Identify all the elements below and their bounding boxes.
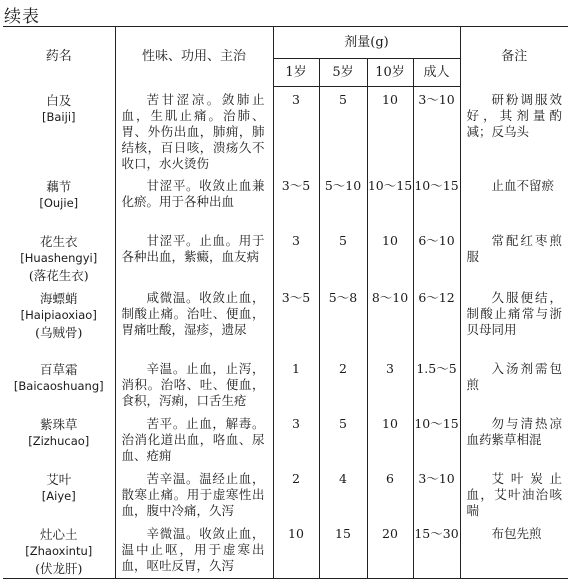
function-cell: 甘涩平。止血。用于各种出血，紫癜，血友病 (115, 228, 273, 285)
dose-adult: 10～15 (413, 173, 460, 228)
table-row (3, 87, 568, 173)
dose-5y: 15 (319, 521, 367, 579)
dose-10y: 10～15 (367, 173, 413, 228)
drug-cell (3, 285, 115, 356)
table-row (3, 411, 568, 466)
table-row (3, 173, 568, 228)
dose-10y: 10 (367, 228, 413, 285)
dose-1y: 2 (273, 466, 319, 521)
dose-1y: 10 (273, 521, 319, 579)
drug-cell (3, 228, 115, 285)
drug-name: 藕节 (46, 178, 72, 194)
dose-5y: 5～8 (319, 285, 367, 356)
dose-10y: 20 (367, 521, 413, 579)
dose-10y: 10 (367, 87, 413, 173)
drug-cell (3, 411, 115, 466)
header-adult: 成人 (413, 59, 460, 87)
function-cell: 甘涩平。收敛止血兼化瘀。用于各种出血 (115, 173, 273, 228)
drug-pinyin: [Huashengyi] (20, 250, 98, 265)
drug-alias: (落花生衣) (28, 267, 89, 283)
function-cell: 咸微温。收敛止血，制酸止痛。治吐、便血，胃痛吐酸，湿疹，遗尿 (115, 285, 273, 356)
dose-10y: 6 (367, 466, 413, 521)
drug-pinyin: [Oujie] (39, 195, 79, 210)
drug-name: 紫珠草 (39, 417, 78, 433)
note-cell: 勿与清热凉血药紫草相混 (466, 416, 563, 448)
header-age-10: 10岁 (367, 59, 413, 87)
drug-pinyin: [Haipiaoxiao] (20, 307, 97, 322)
dose-5y: 5 (319, 228, 367, 285)
header-drug: 药名 (3, 27, 115, 87)
function-cell: 苦平。止血，解毒。治消化道出血，咯血、尿血、疮痈 (115, 411, 273, 466)
drug-name: 花生衣 (39, 233, 78, 249)
table-row (3, 521, 568, 579)
header-row (3, 27, 568, 59)
drug-alias: (伏龙肝) (35, 560, 83, 576)
note-cell: 入汤剂需包煎 (466, 361, 563, 393)
dose-1y: 3 (273, 228, 319, 285)
dose-adult: 3～10 (413, 87, 460, 173)
dose-1y: 3 (273, 87, 319, 173)
function-cell: 苦甘涩凉。敛肺止血，生肌止痛。治肺、胃、外伤出血，肺痈，肺结核，百日咳，溃疡久不收口，水火烫伤 (115, 87, 273, 173)
dose-10y: 10 (367, 411, 413, 466)
note-cell: 常配红枣煎服 (466, 232, 563, 264)
drug-cell (3, 466, 115, 521)
note-cell: 止血不留瘀 (491, 177, 555, 193)
drug-cell (3, 356, 115, 411)
table-caption: 续表 (4, 7, 40, 27)
table-row (3, 228, 568, 285)
function-cell: 苦辛温。温经止血，散寒止痛。用于虚寒性出血，腹中冷痛，久泻 (115, 466, 273, 521)
table-row (3, 285, 568, 356)
dose-adult: 6～10 (413, 228, 460, 285)
herb-dosage-table (3, 26, 568, 579)
dose-adult: 15～30 (413, 521, 460, 579)
table-row (3, 466, 568, 521)
drug-pinyin: [Baicaoshuang] (13, 379, 104, 394)
dose-10y: 8～10 (367, 285, 413, 356)
drug-pinyin: [Zhaoxintu] (25, 543, 93, 558)
dose-adult: 6～12 (413, 285, 460, 356)
header-age-5: 5岁 (319, 59, 367, 87)
table-row (3, 356, 568, 411)
dose-5y: 5～10 (319, 173, 367, 228)
note-cell: 久服便结，制酸止痛常与浙贝母同用 (466, 289, 563, 337)
note-cell: 艾叶炭止血，艾叶油治咳喘 (466, 471, 563, 518)
drug-alias: (乌贼骨) (35, 324, 83, 340)
dose-5y: 2 (319, 356, 367, 411)
dose-1y: 1 (273, 356, 319, 411)
drug-pinyin: [Baiji] (42, 109, 76, 124)
drug-name: 艾叶 (46, 472, 72, 487)
drug-cell (3, 87, 115, 173)
dose-5y: 4 (319, 466, 367, 521)
header-age-1: 1岁 (273, 59, 319, 87)
dose-adult: 10～15 (413, 411, 460, 466)
dose-5y: 5 (319, 87, 367, 173)
dose-1y: 3～5 (273, 173, 319, 228)
drug-name: 白及 (46, 92, 72, 108)
drug-pinyin: [Aiye] (41, 489, 76, 503)
drug-pinyin: [Zizhucao] (28, 434, 90, 449)
dose-5y: 5 (319, 411, 367, 466)
dose-adult: 1.5～5 (413, 356, 460, 411)
drug-cell (3, 521, 115, 579)
function-cell: 辛温。止血，止泻，消积。治咯、吐、便血，食积，泻痢，口舌生疮 (115, 356, 273, 411)
header-note: 备注 (460, 27, 568, 87)
note-cell: 研粉调服效好，其剂量酌减；反乌头 (466, 91, 563, 139)
dose-10y: 3 (367, 356, 413, 411)
drug-name: 百草霜 (39, 362, 78, 378)
header-function: 性味、功用、主治 (115, 27, 273, 87)
dose-adult: 3～10 (413, 466, 460, 521)
drug-name: 灶心土 (39, 526, 78, 542)
note-cell: 布包先煎 (460, 521, 568, 579)
drug-cell (3, 173, 115, 228)
dose-1y: 3～5 (273, 285, 319, 356)
function-cell: 辛微温。收敛止血，温中止呕，用于虚寒出血，呕吐反胃，久泻 (115, 521, 273, 579)
header-dosage: 剂量(g) (273, 27, 460, 59)
drug-name: 海螵蛸 (39, 290, 78, 306)
dose-1y: 3 (273, 411, 319, 466)
